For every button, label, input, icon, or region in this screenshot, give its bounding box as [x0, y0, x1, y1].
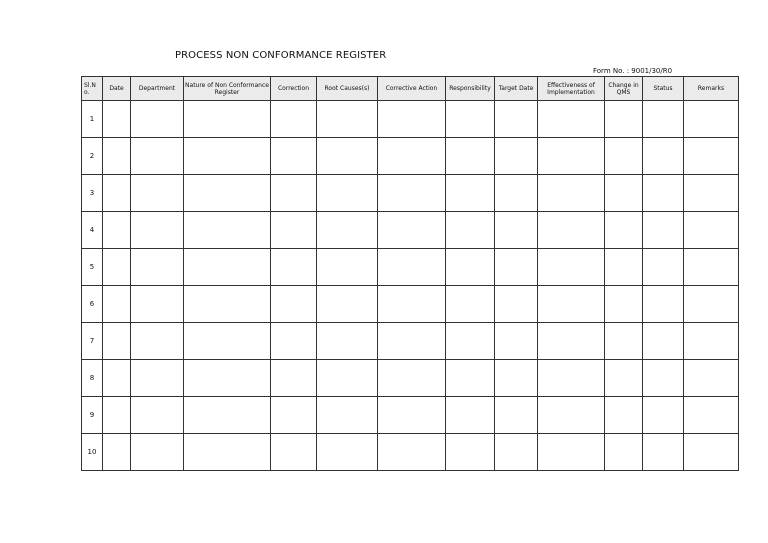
entry-cell[interactable] [495, 212, 538, 249]
table-row [82, 212, 739, 249]
entry-cell[interactable] [605, 249, 643, 286]
column-header: Responsibility [446, 77, 495, 101]
entry-cell[interactable] [605, 360, 643, 397]
entry-cell[interactable] [446, 323, 495, 360]
entry-cell[interactable] [538, 138, 605, 175]
entry-cell[interactable] [495, 360, 538, 397]
entry-cell[interactable] [684, 212, 739, 249]
entry-cell[interactable] [378, 212, 446, 249]
entry-cell[interactable] [605, 397, 643, 434]
entry-cell[interactable] [538, 360, 605, 397]
entry-cell[interactable] [131, 434, 184, 471]
entry-cell[interactable] [317, 175, 378, 212]
entry-cell[interactable] [605, 138, 643, 175]
entry-cell[interactable] [271, 434, 317, 471]
entry-cell[interactable] [684, 249, 739, 286]
entry-cell[interactable] [184, 434, 271, 471]
entry-cell[interactable] [378, 323, 446, 360]
entry-cell[interactable] [446, 175, 495, 212]
entry-cell[interactable] [271, 360, 317, 397]
table-row [82, 101, 739, 138]
entry-cell[interactable] [643, 212, 684, 249]
entry-cell[interactable] [605, 175, 643, 212]
serial-number-cell: 1 [82, 101, 103, 138]
entry-cell[interactable] [495, 286, 538, 323]
entry-cell[interactable] [131, 397, 184, 434]
entry-cell[interactable] [103, 286, 131, 323]
entry-cell[interactable] [184, 323, 271, 360]
column-header: Status [643, 77, 684, 101]
entry-cell[interactable] [538, 101, 605, 138]
entry-cell[interactable] [103, 212, 131, 249]
entry-cell[interactable] [317, 249, 378, 286]
entry-cell[interactable] [446, 434, 495, 471]
entry-cell[interactable] [538, 323, 605, 360]
entry-cell[interactable] [271, 397, 317, 434]
table-row [82, 175, 739, 212]
entry-cell[interactable] [317, 138, 378, 175]
entry-cell[interactable] [131, 323, 184, 360]
entry-cell[interactable] [684, 434, 739, 471]
entry-cell[interactable] [538, 249, 605, 286]
entry-cell[interactable] [184, 101, 271, 138]
entry-cell[interactable] [643, 323, 684, 360]
column-header: Root Causes(s) [317, 77, 378, 101]
entry-cell[interactable] [378, 249, 446, 286]
serial-number-cell: 2 [82, 138, 103, 175]
entry-cell[interactable] [103, 323, 131, 360]
table-row [82, 397, 739, 434]
serial-number-cell: 8 [82, 360, 103, 397]
entry-cell[interactable] [271, 212, 317, 249]
entry-cell[interactable] [446, 360, 495, 397]
entry-cell[interactable] [271, 249, 317, 286]
entry-cell[interactable] [131, 286, 184, 323]
entry-cell[interactable] [446, 101, 495, 138]
column-header: Effectiveness of Implementation [538, 77, 605, 101]
entry-cell[interactable] [184, 175, 271, 212]
entry-cell[interactable] [605, 212, 643, 249]
column-header: Correction [271, 77, 317, 101]
entry-cell[interactable] [643, 175, 684, 212]
serial-number-cell: 4 [82, 212, 103, 249]
entry-cell[interactable] [317, 212, 378, 249]
entry-cell[interactable] [103, 138, 131, 175]
entry-cell[interactable] [317, 101, 378, 138]
table-row [82, 286, 739, 323]
header-row [82, 77, 739, 101]
entry-cell[interactable] [605, 434, 643, 471]
entry-cell[interactable] [538, 397, 605, 434]
entry-cell[interactable] [103, 397, 131, 434]
entry-cell[interactable] [643, 360, 684, 397]
entry-cell[interactable] [378, 286, 446, 323]
column-header: Sl.N o. [82, 77, 103, 101]
entry-cell[interactable] [495, 397, 538, 434]
entry-cell[interactable] [605, 101, 643, 138]
entry-cell[interactable] [103, 360, 131, 397]
form-number: Form No. : 9001/30/R0 [593, 67, 673, 75]
entry-cell[interactable] [378, 397, 446, 434]
entry-cell[interactable] [643, 101, 684, 138]
entry-cell[interactable] [378, 175, 446, 212]
non-conformance-table [81, 76, 739, 471]
serial-number-cell: 5 [82, 249, 103, 286]
entry-cell[interactable] [446, 286, 495, 323]
entry-cell[interactable] [684, 175, 739, 212]
entry-cell[interactable] [495, 434, 538, 471]
serial-number-cell: 6 [82, 286, 103, 323]
table-body [82, 101, 739, 471]
column-header: Date [103, 77, 131, 101]
entry-cell[interactable] [317, 323, 378, 360]
entry-cell[interactable] [495, 101, 538, 138]
entry-cell[interactable] [684, 286, 739, 323]
entry-cell[interactable] [605, 286, 643, 323]
entry-cell[interactable] [184, 138, 271, 175]
entry-cell[interactable] [538, 212, 605, 249]
entry-cell[interactable] [184, 249, 271, 286]
entry-cell[interactable] [184, 212, 271, 249]
entry-cell[interactable] [643, 138, 684, 175]
entry-cell[interactable] [643, 286, 684, 323]
entry-cell[interactable] [538, 286, 605, 323]
entry-cell[interactable] [271, 286, 317, 323]
entry-cell[interactable] [605, 323, 643, 360]
entry-cell[interactable] [378, 138, 446, 175]
entry-cell[interactable] [317, 397, 378, 434]
column-header: Target Date [495, 77, 538, 101]
entry-cell[interactable] [538, 434, 605, 471]
entry-cell[interactable] [643, 434, 684, 471]
entry-cell[interactable] [684, 101, 739, 138]
serial-number-cell: 9 [82, 397, 103, 434]
entry-cell[interactable] [684, 323, 739, 360]
entry-cell[interactable] [131, 212, 184, 249]
entry-cell[interactable] [317, 286, 378, 323]
entry-cell[interactable] [131, 360, 184, 397]
entry-cell[interactable] [684, 397, 739, 434]
entry-cell[interactable] [446, 249, 495, 286]
entry-cell[interactable] [643, 397, 684, 434]
entry-cell[interactable] [317, 360, 378, 397]
column-header: Nature of Non Conformance Register [184, 77, 271, 101]
entry-cell[interactable] [317, 434, 378, 471]
entry-cell[interactable] [495, 323, 538, 360]
column-header: Remarks [684, 77, 739, 101]
entry-cell[interactable] [184, 360, 271, 397]
entry-cell[interactable] [446, 138, 495, 175]
entry-cell[interactable] [495, 138, 538, 175]
entry-cell[interactable] [131, 249, 184, 286]
column-header: Change in QMS [605, 77, 643, 101]
entry-cell[interactable] [271, 323, 317, 360]
entry-cell[interactable] [131, 101, 184, 138]
entry-cell[interactable] [271, 138, 317, 175]
serial-number-cell: 10 [82, 434, 103, 471]
entry-cell[interactable] [103, 434, 131, 471]
entry-cell[interactable] [446, 212, 495, 249]
column-header: Corrective Action [378, 77, 446, 101]
entry-cell[interactable] [103, 249, 131, 286]
table-row [82, 434, 739, 471]
entry-cell[interactable] [643, 249, 684, 286]
entry-cell[interactable] [446, 397, 495, 434]
entry-cell[interactable] [271, 101, 317, 138]
table-row [82, 323, 739, 360]
entry-cell[interactable] [184, 397, 271, 434]
table-row [82, 360, 739, 397]
entry-cell[interactable] [684, 138, 739, 175]
entry-cell[interactable] [495, 249, 538, 286]
table-row [82, 249, 739, 286]
entry-cell[interactable] [103, 101, 131, 138]
table-row [82, 138, 739, 175]
entry-cell[interactable] [684, 360, 739, 397]
register-title: PROCESS NON CONFORMANCE REGISTER [175, 50, 387, 61]
column-header: Department [131, 77, 184, 101]
entry-cell[interactable] [131, 175, 184, 212]
entry-cell[interactable] [538, 175, 605, 212]
serial-number-cell: 7 [82, 323, 103, 360]
entry-cell[interactable] [378, 360, 446, 397]
entry-cell[interactable] [271, 175, 317, 212]
entry-cell[interactable] [184, 286, 271, 323]
entry-cell[interactable] [131, 138, 184, 175]
serial-number-cell: 3 [82, 175, 103, 212]
entry-cell[interactable] [378, 434, 446, 471]
entry-cell[interactable] [378, 101, 446, 138]
entry-cell[interactable] [103, 175, 131, 212]
entry-cell[interactable] [495, 175, 538, 212]
